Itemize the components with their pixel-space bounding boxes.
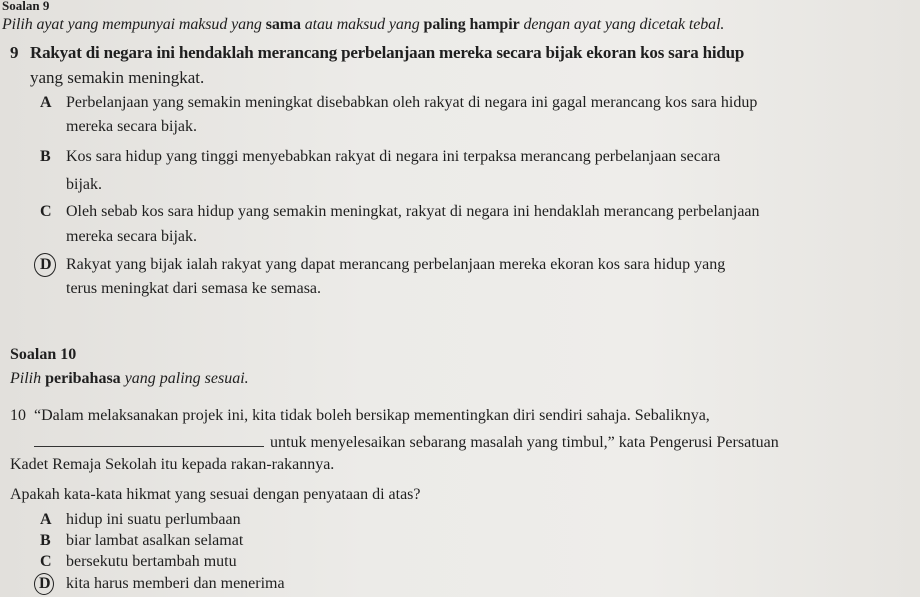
q10-option-a-text: hidup ini suatu perlumbaan bbox=[66, 511, 241, 528]
q9-stem-line1: Rakyat di negara ini hendaklah merancang perbelanjaan mereka secara bijak ekoran kos sara hidup bbox=[30, 43, 745, 62]
q10-instruction bbox=[10, 370, 249, 388]
q9-option-a-line1: Perbelanjaan yang semakin meningkat disebabkan oleh rakyat di negara ini gagal merancang kos sara hidup bbox=[66, 94, 758, 111]
instruction-mid: ayat yang mempunyai maksud yang bbox=[32, 16, 266, 33]
q9-option-d-letter[interactable]: D bbox=[40, 256, 52, 273]
instruction-mid3: dengan ayat yang dicetak tebal. bbox=[519, 16, 725, 33]
instruction-bold-sama: sama bbox=[265, 16, 301, 33]
q10-option-d-letter[interactable]: D bbox=[39, 575, 51, 592]
q9-option-b-letter[interactable]: B bbox=[40, 148, 51, 165]
q9-option-d-line2: terus meningkat dari semasa ke semasa. bbox=[66, 280, 322, 297]
instruction-start: Pilih bbox=[2, 16, 33, 33]
q10-stem-line2 bbox=[34, 432, 779, 452]
q10-instruction-start: Pilih bbox=[10, 370, 46, 387]
q9-instruction bbox=[2, 16, 724, 34]
q10-number: 10 bbox=[10, 407, 26, 424]
q9-option-a-letter[interactable]: A bbox=[40, 94, 52, 111]
q9-option-a-line2: mereka secara bijak. bbox=[66, 118, 198, 135]
q10-question: Apakah kata-kata hikmat yang sesuai dengan penyataan di atas? bbox=[10, 486, 421, 503]
q10-instruction-end: yang paling sesuai. bbox=[120, 370, 249, 387]
q10-stem-line1: “Dalam melaksanakan projek ini, kita tidak boleh bersikap mementingkan diri sendiri sahaja. Sebaliknya, bbox=[34, 407, 710, 424]
instruction-mid2: atau maksud yang bbox=[300, 16, 424, 33]
q9-option-b-line2: bijak. bbox=[66, 176, 102, 193]
q10-stem-line2-text: untuk menyelesaikan sebarang masalah yang timbul,” kata Pengerusi Persatuan bbox=[270, 434, 779, 451]
q9-option-c-line2: mereka secara bijak. bbox=[66, 228, 198, 245]
q10-option-c-text: bersekutu bertambah mutu bbox=[66, 553, 237, 570]
q10-option-b-text: biar lambat asalkan selamat bbox=[66, 532, 244, 549]
q10-option-a-letter[interactable]: A bbox=[40, 511, 52, 528]
soalan-9-heading: Soalan 9 bbox=[2, 0, 50, 13]
q9-option-c-line1: Oleh sebab kos sara hidup yang semakin meningkat, rakyat di negara ini hendaklah merancang perbelanjaan bbox=[66, 203, 760, 220]
q9-option-d-line1: Rakyat yang bijak ialah rakyat yang dapat merancang perbelanjaan mereka ekoran kos sara hidup yang bbox=[66, 256, 726, 273]
q10-option-d-text: kita harus memberi dan menerima bbox=[66, 575, 285, 592]
q9-number: 9 bbox=[10, 43, 19, 62]
q10-option-c-letter[interactable]: C bbox=[40, 553, 52, 570]
soalan-10-heading: Soalan 10 bbox=[10, 346, 77, 363]
q9-option-b-line1: Kos sara hidup yang tinggi menyebabkan rakyat di negara ini terpaksa merancang perbelanjaan secara bbox=[66, 148, 721, 165]
q10-option-b-letter[interactable]: B bbox=[40, 532, 51, 549]
instruction-bold-paling-hampir: paling hampir bbox=[423, 16, 520, 33]
fill-in-blank[interactable] bbox=[34, 432, 264, 447]
q10-stem-line3: Kadet Remaja Sekolah itu kepada rakan-rakannya. bbox=[10, 456, 335, 473]
q10-instruction-bold: peribahasa bbox=[45, 370, 121, 387]
q9-option-c-letter[interactable]: C bbox=[40, 203, 52, 220]
q9-stem-line2: yang semakin meningkat. bbox=[30, 68, 205, 87]
